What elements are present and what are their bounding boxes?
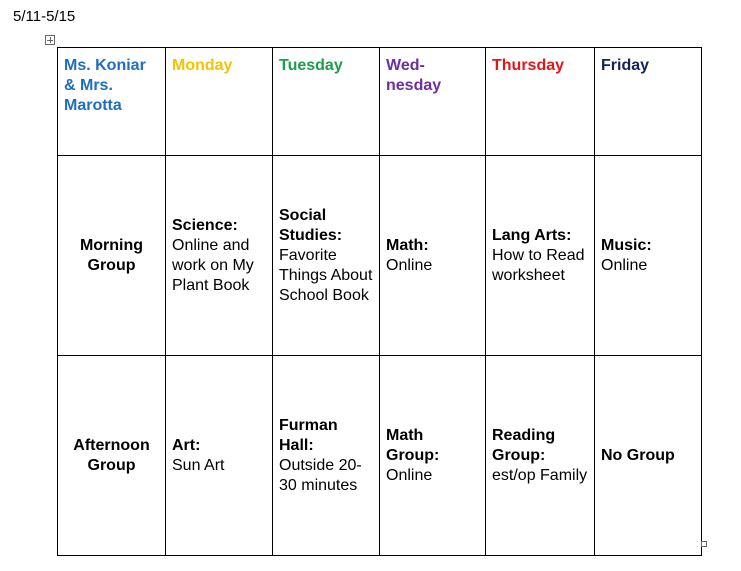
cell-morning-friday <box>595 156 702 356</box>
cell-subject: Music: <box>601 236 652 254</box>
header-thursday: Thursday <box>486 48 595 156</box>
weekly-schedule-table <box>57 47 702 556</box>
cell-subject: Science: <box>172 216 238 234</box>
cell-morning-monday <box>166 156 273 356</box>
cell-morning-tuesday <box>273 156 380 356</box>
cell-detail: Online <box>386 256 433 274</box>
table-move-handle-icon[interactable] <box>45 35 55 45</box>
cell-detail: Online <box>601 256 648 274</box>
header-tuesday: Tuesday <box>273 48 380 156</box>
row-label-morning: Morning Group <box>58 156 166 356</box>
header-row <box>58 48 702 156</box>
row-label-afternoon: Afternoon Group <box>58 356 166 556</box>
cell-morning-thursday <box>486 156 595 356</box>
cell-detail: Online and work on My Plant Book <box>172 236 254 294</box>
cell-subject: No Group <box>601 446 675 464</box>
cell-morning-wednesday <box>380 156 486 356</box>
cell-subject: Math Group: <box>386 426 440 464</box>
cell-subject: Social Studies: <box>279 206 343 244</box>
cell-detail: Outside 20-30 minutes <box>279 456 362 494</box>
header-wednesday: Wed-nesday <box>380 48 486 156</box>
afternoon-row <box>58 356 702 556</box>
cell-afternoon-monday <box>166 356 273 556</box>
header-teachers: Ms. Koniar & Mrs. Marotta <box>58 48 166 156</box>
morning-row <box>58 156 702 356</box>
cell-afternoon-friday <box>595 356 702 556</box>
header-monday: Monday <box>166 48 273 156</box>
cell-detail: How to Read worksheet <box>492 246 585 284</box>
cell-subject: Lang Arts: <box>492 226 572 244</box>
cell-detail: est/op Family <box>492 466 588 484</box>
cell-subject: Reading Group: <box>492 426 556 464</box>
cell-subject: Art: <box>172 436 201 454</box>
header-friday: Friday <box>595 48 702 156</box>
table-resize-handle-icon[interactable] <box>701 541 707 547</box>
cell-afternoon-wednesday <box>380 356 486 556</box>
cell-subject: Furman Hall: <box>279 416 338 454</box>
date-range: 5/11-5/15 <box>13 8 76 25</box>
cell-afternoon-thursday <box>486 356 595 556</box>
cell-subject: Math: <box>386 236 429 254</box>
cell-detail: Favorite Things About School Book <box>279 246 373 304</box>
cell-afternoon-tuesday <box>273 356 380 556</box>
cell-detail: Sun Art <box>172 456 225 474</box>
cell-detail: Online <box>386 466 433 484</box>
